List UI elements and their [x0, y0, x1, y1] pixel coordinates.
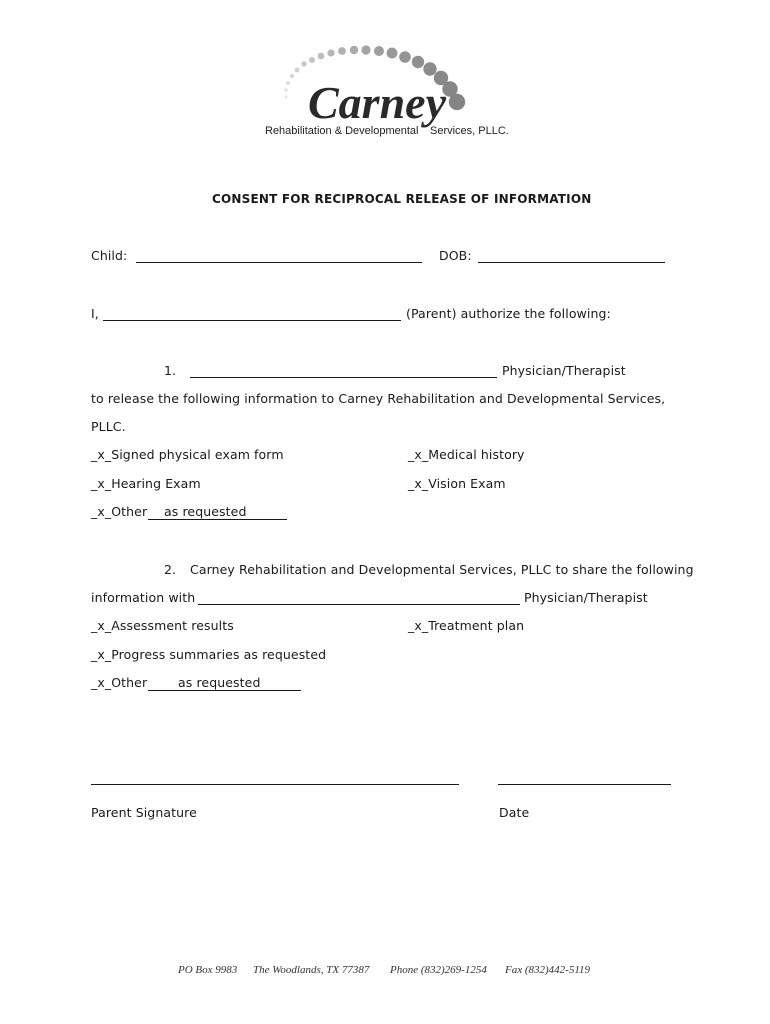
- section2-number: 2.: [164, 562, 177, 577]
- dob-label: DOB:: [439, 248, 472, 263]
- physician-name-field-1[interactable]: [190, 377, 497, 378]
- item-hearing-exam: _x_Hearing Exam: [91, 476, 201, 491]
- logo-tagline-right: Services, PLLC.: [430, 125, 509, 137]
- child-name-field[interactable]: [136, 262, 422, 263]
- item-medical-history: _x_Medical history: [408, 447, 525, 462]
- section2-share-text: Carney Rehabilitation and Developmental Services, PLLC to share the following: [190, 562, 694, 577]
- item-vision-exam: _x_Vision Exam: [408, 476, 506, 491]
- document-title: CONSENT FOR RECIPROCAL RELEASE OF INFORMATION: [212, 192, 592, 206]
- footer-phone: Phone (832)269-1254: [390, 964, 487, 976]
- footer-city: The Woodlands, TX 77387: [253, 964, 370, 976]
- footer-po-box: PO Box 9983: [178, 964, 238, 976]
- other-field-1[interactable]: [148, 519, 287, 520]
- child-label: Child:: [91, 248, 128, 263]
- item-signed-physical: _x_Signed physical exam form: [91, 447, 284, 462]
- date-label: Date: [499, 805, 530, 820]
- section1-release-text: to release the following information to Carney Rehabilitation and Developmental Services,: [91, 391, 666, 406]
- other-field-2[interactable]: [148, 690, 301, 691]
- parent-signature-field[interactable]: [91, 784, 459, 785]
- company-logo: [258, 40, 518, 150]
- i-label: I,: [91, 306, 99, 321]
- section2-physician-label: Physician/Therapist: [524, 590, 648, 605]
- section1-release-text-cont: PLLC.: [91, 419, 126, 434]
- logo-tagline-left: Rehabilitation & Developmental: [265, 125, 419, 137]
- section1-physician-label: Physician/Therapist: [502, 363, 626, 378]
- item-other-label-2: _x_Other: [91, 675, 148, 690]
- item-other-label-1: _x_Other: [91, 504, 148, 519]
- footer-fax: Fax (832)442-5119: [505, 964, 591, 976]
- item-other-value-2: as requested: [178, 675, 261, 690]
- item-progress: _x_Progress summaries as requested: [91, 647, 327, 662]
- section1-number: 1.: [164, 363, 177, 378]
- section2-info-with: information with: [91, 590, 196, 605]
- logo-name: Carney: [308, 77, 446, 128]
- item-treatment: _x_Treatment plan: [408, 618, 525, 633]
- dob-field[interactable]: [478, 262, 665, 263]
- item-assessment: _x_Assessment results: [91, 618, 234, 633]
- parent-signature-label: Parent Signature: [91, 805, 197, 820]
- item-other-value-1: as requested: [164, 504, 247, 519]
- parent-authorize-text: (Parent) authorize the following:: [406, 306, 611, 321]
- date-field[interactable]: [498, 784, 671, 785]
- parent-name-field[interactable]: [103, 320, 401, 321]
- physician-name-field-2[interactable]: [198, 604, 520, 605]
